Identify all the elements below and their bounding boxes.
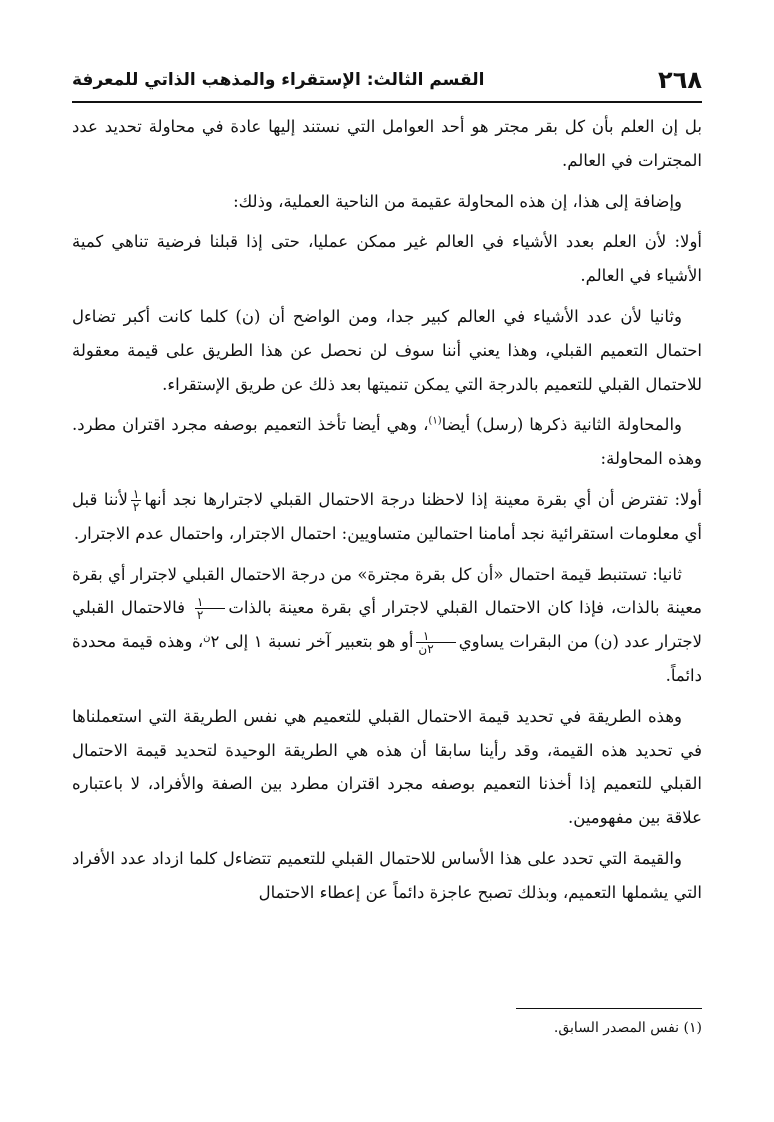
- paragraph-text: ، وهي أيضا تأخذ التعميم بوصفه مجرد اقتران مطرد. وهذه المحاولة:: [72, 415, 702, 469]
- page-number: ٢٦٨: [658, 66, 702, 94]
- fraction-one-over-two-power-n: [416, 630, 455, 655]
- paragraph: [72, 408, 702, 476]
- footnote-text: نفس المصدر السابق.: [553, 1020, 680, 1036]
- paragraph-text: أو هو بتعبير آخر نسبة ١ إلى ٢: [210, 632, 414, 652]
- paragraph: وإضافة إلى هذا، إن هذه المحاولة عقيمة من الناحية العملية، وذلك:: [233, 191, 682, 211]
- exponent: ن: [203, 632, 211, 644]
- paragraph: [72, 558, 702, 693]
- paragraph: [72, 483, 702, 551]
- fraction-one-half: [131, 488, 141, 513]
- fraction-denominator: ٢: [132, 499, 140, 514]
- header-divider: [72, 101, 702, 103]
- footnote-marker: (١): [683, 1020, 702, 1036]
- paragraph: أولا: لأن العلم بعدد الأشياء في العالم غير ممكن عمليا، حتى إذا قبلنا فرضية تناهي كمية الأشياء في العالم.: [72, 232, 702, 286]
- paragraph-text: ثانيا: تستنبط قيمة احتمال «أن كل بقرة مجترة» من درجة الاحتمال القبلي لاجترار أي بقرة معينة بالذات، فإذا كان الاحتمال القبلي لاجترار أي بقرة معينة بالذات: [72, 564, 702, 618]
- paragraph: وثانيا لأن عدد الأشياء في العالم كبير جدا، ومن الواضح أن (ن) كلما كانت أكبر تضاءل احتمال التعميم القبلي، وهذا يعني أننا سوف لن نحصل عن هذا الطريق على قيمة معقولة للاحتمال القبلي للتعميم بالدرجة التي يمكن تنميتها بعد ذلك عن طريق الإستقراء.: [72, 306, 702, 394]
- footnotes: [72, 1016, 702, 1040]
- paragraph-text: فالاحتمال القبلي لاجترار عدد (ن) من البقرات يساوي: [72, 598, 702, 652]
- main-text: [72, 110, 702, 917]
- paragraph: والقيمة التي تحدد على هذا الأساس للاحتمال القبلي للتعميم تتضاءل كلما ازداد عدد الأفراد التي يشملها التعميم، وبذلك تصبح عاجزة دائماً عن إعطاء الاحتمال: [72, 848, 702, 902]
- paragraph-text: ، وهذه قيمة محددة دائماً.: [72, 632, 702, 685]
- fraction-numerator: ١: [195, 596, 225, 609]
- running-title: القسم الثالث: الإستقراء والمذهب الذاتي للمعرفة: [72, 70, 485, 90]
- footnote: [72, 1016, 702, 1040]
- paragraph-text: والمحاولة الثانية ذكرها (رسل) أيضا: [441, 415, 682, 435]
- footnote-reference: (١): [428, 415, 442, 427]
- page-header: [72, 60, 702, 100]
- fraction-one-half: [195, 596, 225, 621]
- paragraph-text: أولا: تفترض أن أي بقرة معينة إذا لاحظنا درجة الاحتمال القبلي لاجترارها نجد أنها: [144, 489, 702, 509]
- fraction-numerator: ١: [416, 630, 455, 643]
- fraction-denominator: ٢: [196, 608, 204, 623]
- fraction-denominator: ٢ن: [418, 642, 434, 657]
- paragraph: بل إن العلم بأن كل بقر مجتر هو أحد العوامل التي نستند إليها عادة في محاولة تحديد عدد المجترات في العالم.: [72, 117, 702, 170]
- fraction-numerator: ١: [132, 486, 140, 501]
- paragraph: وهذه الطريقة في تحديد قيمة الاحتمال القبلي للتعميم هي نفس الطريقة التي استعملناها في تحديد هذه القيمة، وقد رأينا سابقا أن هذه هي الطريقة الوحيدة لتحديد قيمة الاحتمال القبلي للتعميم إذا أخذنا التعميم بوصفه مجرد اقتران مطرد بين الصفة والأفراد، لا باعتباره علاقة بين مفهومين.: [72, 706, 702, 828]
- footnote-divider: [516, 1008, 702, 1009]
- paragraph-text: لأننا قبل أي معلومات استقرائية نجد أمامنا احتمالين متساويين: احتمال الاجترار، واحتمال عدم الاجترار.: [72, 489, 702, 543]
